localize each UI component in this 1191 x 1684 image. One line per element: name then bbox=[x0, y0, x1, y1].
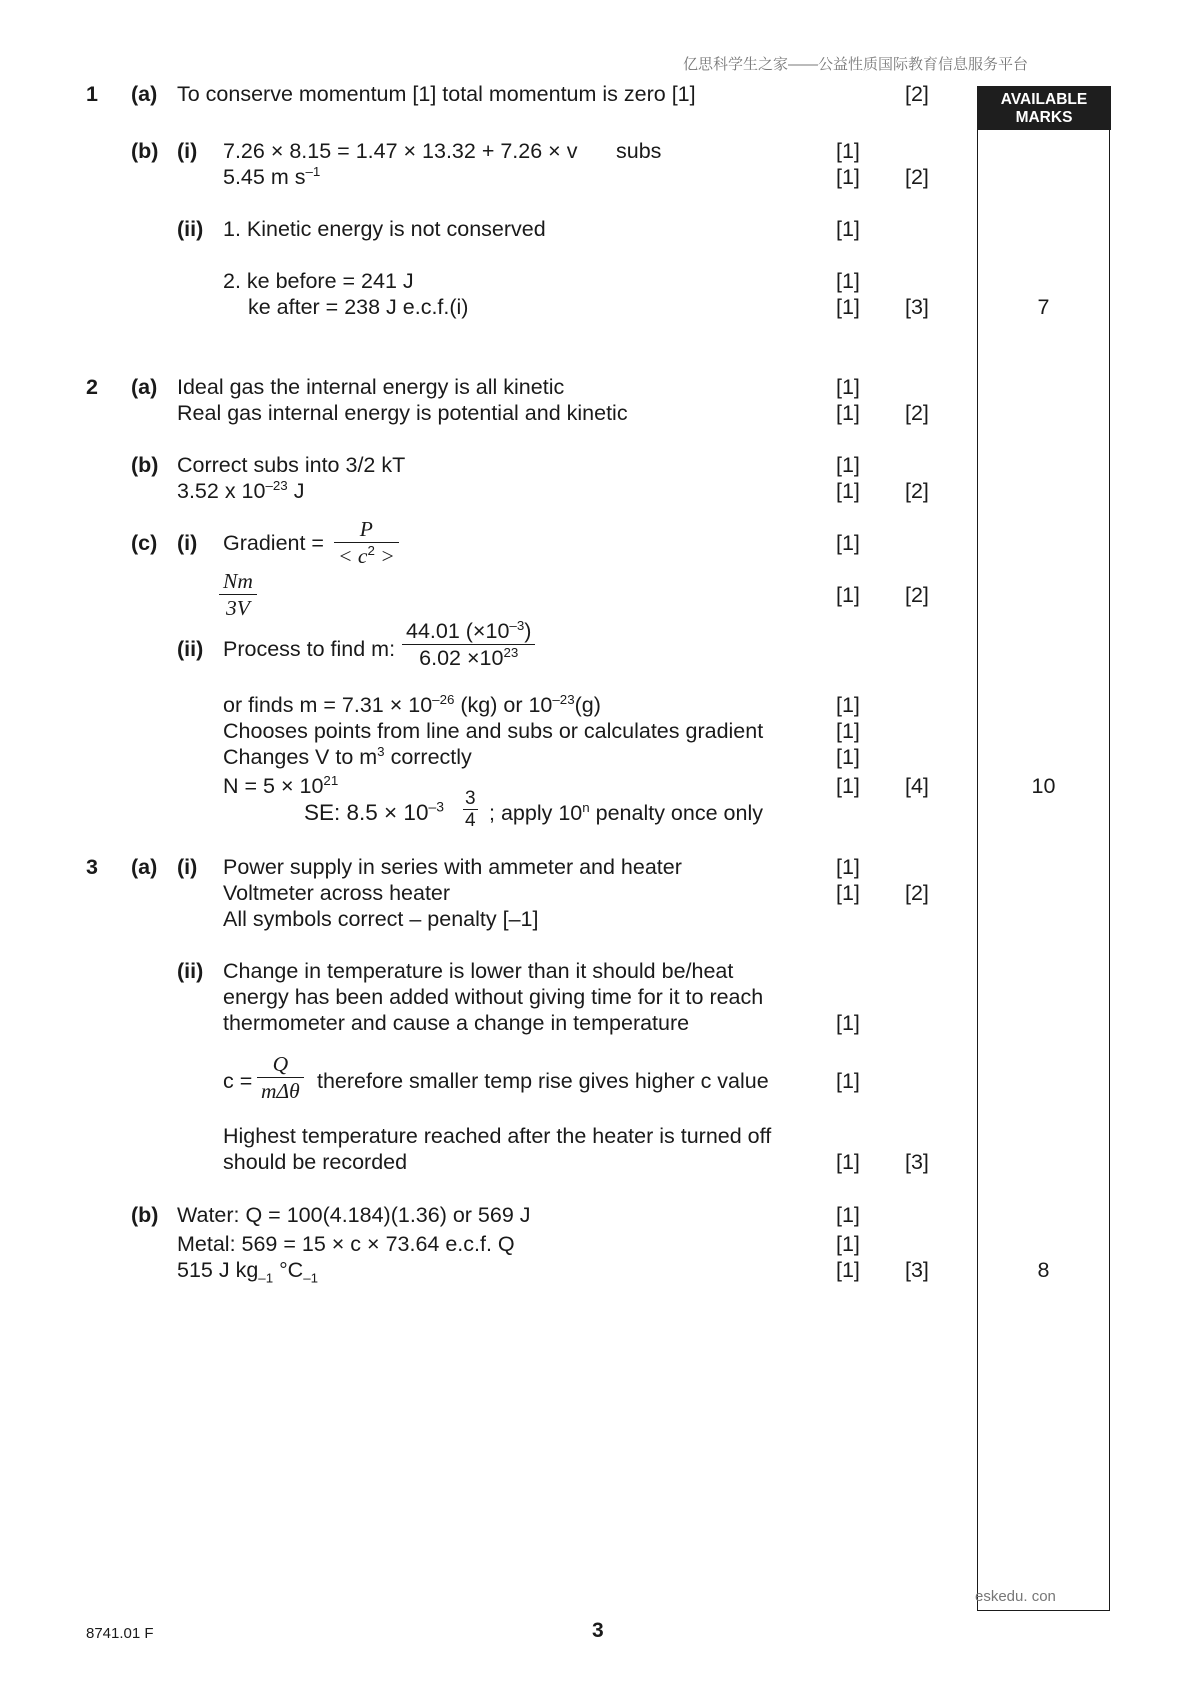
q1-available-marks: 7 bbox=[1037, 295, 1050, 319]
q1bi-mark2: [1] bbox=[836, 165, 860, 189]
q2a-mark1: [1] bbox=[836, 375, 860, 399]
q2cii-line4: $N = 5 \times 10^{21}$ bbox=[223, 772, 339, 798]
q2cii-mark3: [1] bbox=[836, 745, 860, 769]
q1a-label: (a) bbox=[131, 82, 158, 106]
q3a-label: (a) bbox=[131, 855, 158, 879]
q3ai-line1: Power supply in series with ammeter and heater bbox=[223, 855, 682, 879]
q2ci-gradient-label: Gradient = bbox=[223, 531, 324, 555]
q1bii-line1: 1. Kinetic energy is not conserved bbox=[223, 217, 546, 241]
q1bi-mark1: [1] bbox=[836, 139, 860, 163]
q3b-mark2: [1] bbox=[836, 1232, 860, 1256]
q2cii-mark2: [1] bbox=[836, 719, 860, 743]
footer-code: 8741.01 F bbox=[86, 1625, 154, 1642]
q2cii-mark1: [1] bbox=[836, 693, 860, 717]
q3aii-line5: should be recorded bbox=[223, 1150, 408, 1174]
q2ci-label: (i) bbox=[177, 531, 198, 555]
q2cii-total: [4] bbox=[905, 774, 929, 798]
q1bi-total: [2] bbox=[905, 165, 929, 189]
q1bii-label: (ii) bbox=[177, 217, 204, 241]
q2b-mark2: [1] bbox=[836, 479, 860, 503]
q2cii-se-fraction: $\frac{3}{4}$ bbox=[465, 788, 476, 831]
q3aii-line3: thermometer and cause a change in temperature bbox=[223, 1011, 690, 1035]
q2-available-marks: 10 bbox=[1031, 774, 1056, 798]
q2cii-process: Process to find m: bbox=[223, 637, 396, 661]
q3ai-mark1: [1] bbox=[836, 855, 860, 879]
q2cii-line2: Chooses points from line and subs or calculates gradient bbox=[223, 719, 764, 743]
q1bi-subs: subs bbox=[616, 139, 662, 163]
q2b-line1: Correct subs into 3/2 kT bbox=[177, 453, 406, 477]
q2cii-se-text: SE: $8.5 \times 10^{-3}$ bbox=[304, 798, 444, 825]
q3aii-c-equals: c = bbox=[223, 1069, 253, 1093]
q2cii-mark4: [1] bbox=[836, 774, 860, 798]
q2cii-line1: or finds $m = 7.31 \times 10^{-26}$ (kg) or $10^{-23}(g)$ bbox=[223, 691, 601, 717]
q3aii-c-explanation: therefore smaller temp rise gives higher c value bbox=[317, 1069, 769, 1093]
q1bii-mark1: [1] bbox=[836, 217, 860, 241]
q2a-label: (a) bbox=[131, 375, 158, 399]
watermark-top: 亿思科学生之家——公益性质国际教育信息服务平台 bbox=[683, 56, 1029, 73]
q2b-total: [2] bbox=[905, 479, 929, 503]
q2b-label: (b) bbox=[131, 453, 159, 477]
q2a-mark2: [1] bbox=[836, 401, 860, 425]
q2cii-line3: Changes V to $m^3$ correctly bbox=[223, 743, 472, 769]
q3-available-marks: 8 bbox=[1037, 1258, 1050, 1282]
q2ci-nm-over-3v: $\frac{Nm}{3V}$ bbox=[219, 568, 257, 621]
q3aii-line1: Change in temperature is lower than it should be/heat bbox=[223, 959, 734, 983]
q2cii-mass-fraction: $\frac{44.01 (\times 10^{-3})}{6.02 \times 10^{23}}$ bbox=[402, 618, 535, 671]
q1a-total: [2] bbox=[905, 82, 929, 106]
q3aii-total: [3] bbox=[905, 1150, 929, 1174]
q3aii-c-fraction: Q mΔθ bbox=[257, 1051, 304, 1104]
q3b-line2: Metal: 569 = 15 × c × 73.64 e.c.f. Q bbox=[177, 1232, 515, 1256]
q3ai-label: (i) bbox=[177, 855, 198, 879]
available-marks-header: AVAILABLE MARKS bbox=[977, 86, 1111, 130]
q1-number: 1 bbox=[86, 82, 98, 106]
q2cii-label: (ii) bbox=[177, 637, 204, 661]
q3aii-mark2: [1] bbox=[836, 1069, 860, 1093]
q2ci-mark1: [1] bbox=[836, 531, 860, 555]
q2cii-se-penalty: ; apply 10$^n$ penalty once only bbox=[489, 799, 763, 825]
q2c-label: (c) bbox=[131, 531, 158, 555]
q1bii-total: [3] bbox=[905, 295, 929, 319]
watermark-bottom: eskedu. con bbox=[975, 1588, 1056, 1605]
q3ai-mark2: [1] bbox=[836, 881, 860, 905]
page-number: 3 bbox=[592, 1619, 604, 1642]
q3aii-mark3: [1] bbox=[836, 1150, 860, 1174]
q1b-label: (b) bbox=[131, 139, 159, 163]
q1bii-line3: ke after = 238 J e.c.f.(i) bbox=[248, 295, 469, 319]
q3-number: 3 bbox=[86, 855, 98, 879]
q2b-line2: 3.52 x $10^{-23}$ J bbox=[177, 477, 305, 503]
q2b-mark1: [1] bbox=[836, 453, 860, 477]
q1bii-mark2: [1] bbox=[836, 269, 860, 293]
q2a-total: [2] bbox=[905, 401, 929, 425]
q1a-text: To conserve momentum [1] total momentum is zero [1] bbox=[177, 82, 696, 106]
q1bi-line2: 5.45 m $s^{-1}$ bbox=[223, 163, 321, 189]
q3b-mark3: [1] bbox=[836, 1258, 860, 1282]
q3aii-line4: Highest temperature reached after the heater is turned off bbox=[223, 1124, 772, 1148]
q3b-line3: 515 J $kg_{-1}$ $^\circ C_{-1}$ bbox=[177, 1258, 319, 1286]
q3ai-total: [2] bbox=[905, 881, 929, 905]
q3b-line1: Water: Q = 100(4.184)(1.36) or 569 J bbox=[177, 1203, 531, 1227]
q3b-label: (b) bbox=[131, 1203, 159, 1227]
q2-number: 2 bbox=[86, 375, 98, 399]
q2ci-mark2: [1] bbox=[836, 583, 860, 607]
q1bii-line2: 2. ke before = 241 J bbox=[223, 269, 414, 293]
q3ai-line3: All symbols correct – penalty [–1] bbox=[223, 907, 539, 931]
q3ai-line2: Voltmeter across heater bbox=[223, 881, 451, 905]
q2a-line2: Real gas internal energy is potential and kinetic bbox=[177, 401, 628, 425]
q2ci-total: [2] bbox=[905, 583, 929, 607]
q2a-line1: Ideal gas the internal energy is all kinetic bbox=[177, 375, 565, 399]
q3b-mark1: [1] bbox=[836, 1203, 860, 1227]
q1bi-label: (i) bbox=[177, 139, 198, 163]
q3aii-label: (ii) bbox=[177, 959, 204, 983]
q1bi-line1: 7.26 × 8.15 = 1.47 × 13.32 + 7.26 × v bbox=[223, 139, 578, 163]
q2ci-gradient-fraction: $\frac{P}{< c^2 >}$ bbox=[334, 516, 399, 569]
q3aii-mark1: [1] bbox=[836, 1011, 860, 1035]
q1bii-mark3: [1] bbox=[836, 295, 860, 319]
q3b-total: [3] bbox=[905, 1258, 929, 1282]
q3aii-line2: energy has been added without giving time for it to reach bbox=[223, 985, 764, 1009]
